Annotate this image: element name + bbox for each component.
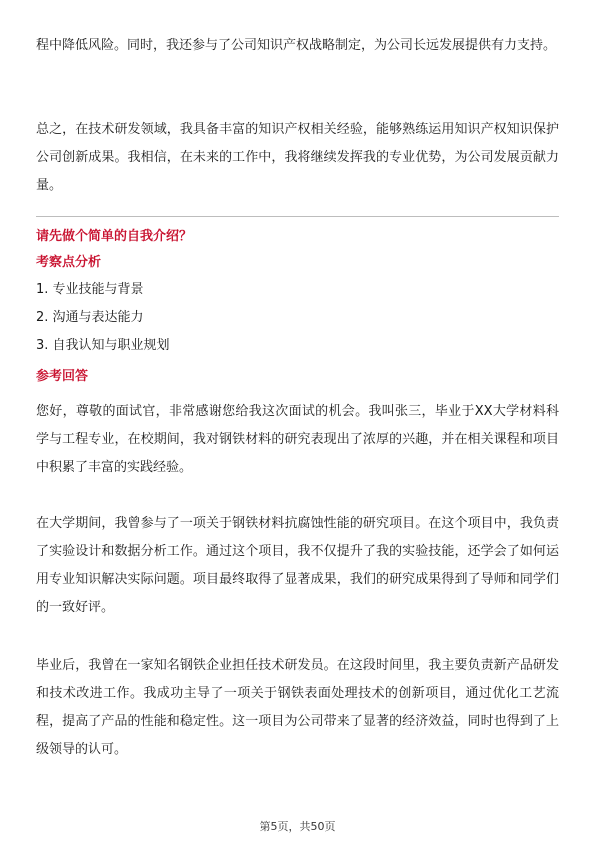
answer-paragraph: 您好，尊敬的面试官，非常感谢您给我这次面试的机会。我叫张三，毕业于XX大学材料科学与工程专业，在校期间，我对钢铁材料的研究表现出了浓厚的兴趣，并在相关课程和项目中积累了丰富的实践经验。 [36, 404, 559, 475]
analysis-heading: 考察点分析 [36, 255, 102, 270]
analysis-item: 1. 专业技能与背景 [36, 282, 144, 297]
question-title: 请先做个简单的自我介绍？ [36, 229, 193, 244]
page-number: 第5页，共50页 [259, 820, 336, 833]
answer-heading: 参考回答 [36, 369, 89, 384]
analysis-item: 2. 沟通与表达能力 [36, 310, 144, 325]
question-section [36, 224, 559, 390]
summary-paragraph: 总之，在技术研发领域，我具备丰富的知识产权相关经验，能够熟练运用知识产权知识保护公司创新成果。我相信，在未来的工作中，我将继续发挥我的专业优势，为公司发展贡献力量。 [36, 122, 559, 193]
intro-paragraph: 程中降低风险。同时，我还参与了公司知识产权战略制定，为公司长远发展提供有力支持。 [36, 38, 557, 53]
section-divider [36, 216, 559, 217]
answer-paragraph: 毕业后，我曾在一家知名钢铁企业担任技术研发员。在这段时间里，我主要负责新产品研发和技术改进工作。我成功主导了一项关于钢铁表面处理技术的创新项目，通过优化工艺流程，提高了产品的性能和稳定性。这一项目为公司带来了显著的经济效益，同时也得到了上级领导的认可。 [36, 658, 559, 757]
answer-paragraph-2-block [36, 510, 559, 622]
answer-paragraph-3-block [36, 652, 559, 764]
answer-paragraph-1-block [36, 398, 559, 482]
intro-block [36, 32, 559, 60]
analysis-item: 3. 自我认知与职业规划 [36, 338, 170, 353]
summary-block [36, 116, 559, 200]
document-page [36, 0, 559, 842]
answer-paragraph: 在大学期间，我曾参与了一项关于钢铁材料抗腐蚀性能的研究项目。在这个项目中，我负责了实验设计和数据分析工作。通过这个项目，我不仅提升了我的实验技能，还学会了如何运用专业知识解决实际问题。项目最终取得了显著成果，我们的研究成果得到了导师和同学们的一致好评。 [36, 516, 559, 615]
